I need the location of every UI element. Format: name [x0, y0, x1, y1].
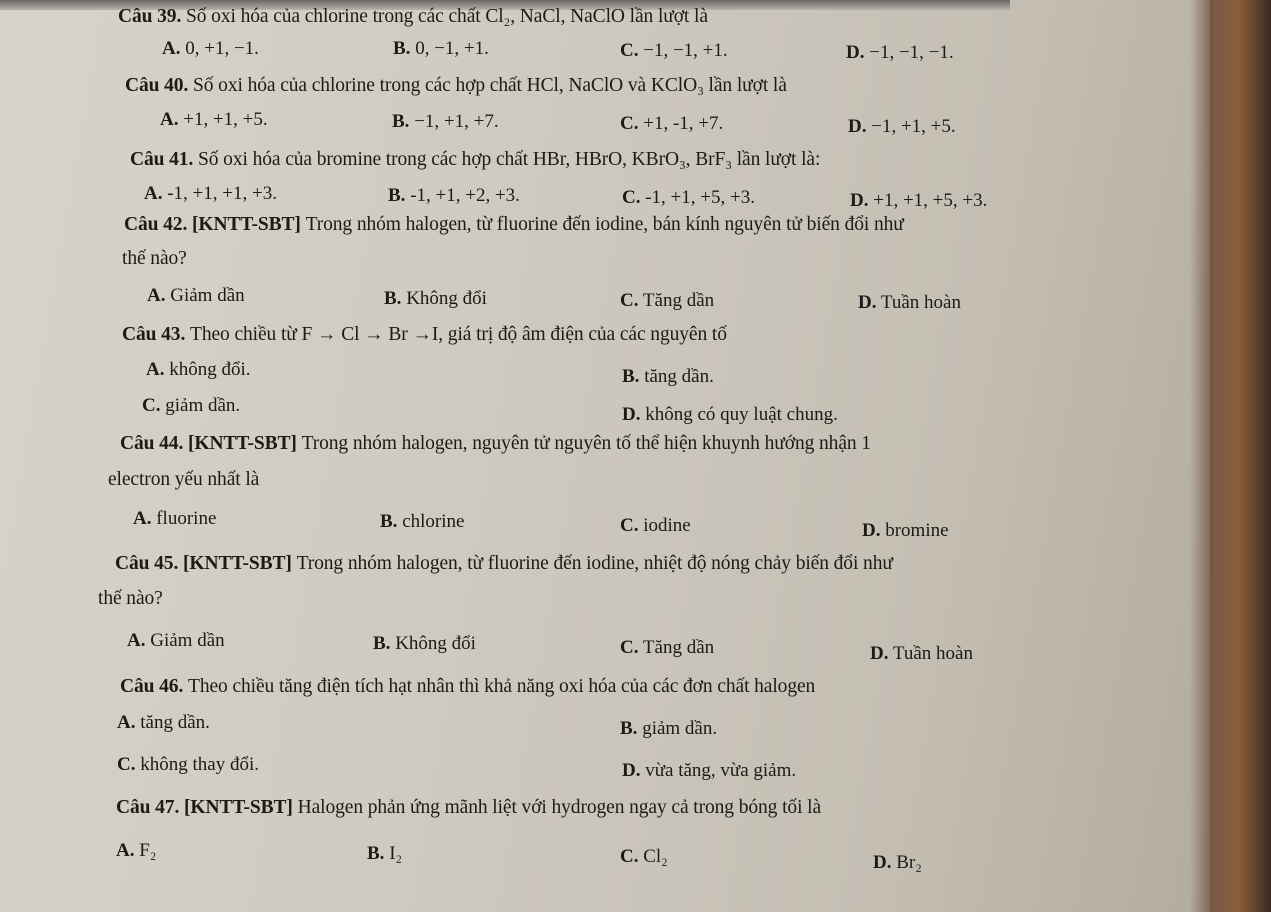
question-text: Theo chiều tăng điện tích hạt nhân thì khả năng oxi hóa của các đơn chất halogen — [188, 676, 816, 697]
option-b[interactable]: B. I₂ — [367, 843, 403, 864]
option-b[interactable]: B. chlorine — [380, 511, 465, 532]
page-edge-background — [1190, 0, 1271, 912]
question-text: Trong nhóm halogen, nguyên tử nguyên tố thể hiện khuynh hướng nhận 1 — [301, 433, 871, 454]
option-a[interactable]: A. Giảm dần — [147, 285, 245, 306]
question-text: Số oxi hóa của chlorine trong các hợp chất HCl, NaClO và KClO₃ lần lượt là — [193, 75, 787, 96]
option-d[interactable]: D. −1, +1, +5. — [848, 116, 956, 137]
question-39 — [118, 6, 708, 28]
question-text: Halogen phản ứng mãnh liệt với hydrogen ngay cả trong bóng tối là — [297, 797, 822, 818]
question-41 — [130, 149, 820, 171]
option-c[interactable]: C. giảm dần. — [142, 395, 241, 416]
option-b[interactable]: B. tăng dần. — [622, 366, 714, 387]
option-c[interactable]: C. -1, +1, +5, +3. — [622, 187, 755, 208]
option-d[interactable]: D. không có quy luật chung. — [622, 404, 838, 425]
question-43 — [122, 324, 727, 346]
question-44-line2 — [108, 469, 259, 491]
question-text: Số oxi hóa của chlorine trong các chất Cl₂, NaCl, NaClO lần lượt là — [186, 6, 708, 27]
option-a[interactable]: A. 0, +1, −1. — [162, 38, 259, 59]
option-d[interactable]: D. Tuần hoàn — [870, 643, 973, 664]
option-c[interactable]: C. Tăng dần — [620, 290, 715, 311]
option-b[interactable]: B. 0, −1, +1. — [393, 38, 489, 59]
option-c[interactable]: C. iodine — [620, 515, 691, 536]
question-40 — [125, 75, 787, 97]
question-label: Câu 47. [KNTT-SBT] — [116, 797, 293, 818]
question-label: Câu 41. — [130, 149, 194, 170]
option-c[interactable]: C. −1, −1, +1. — [620, 40, 728, 61]
option-d[interactable]: D. Tuần hoàn — [858, 292, 961, 313]
option-a[interactable]: A. F₂ — [116, 840, 157, 861]
question-label: Câu 46. — [120, 676, 184, 697]
option-c[interactable]: C. không thay đổi. — [117, 754, 259, 775]
question-label: Câu 39. — [118, 6, 182, 27]
question-label: Câu 43. — [122, 324, 186, 345]
question-text: Trong nhóm halogen, từ fluorine đến iodine, nhiệt độ nóng chảy biến đổi như — [296, 553, 893, 574]
question-46 — [120, 676, 815, 698]
question-text: Số oxi hóa của bromine trong các hợp chất HBr, HBrO, KBrO₃, BrF₃ lần lượt là: — [198, 149, 821, 170]
option-c[interactable]: C. Tăng dần — [620, 637, 715, 658]
question-text: Theo chiều từ F → Cl → Br →I, giá trị độ âm điện của các nguyên tố — [190, 324, 727, 345]
option-d[interactable]: D. bromine — [862, 520, 949, 541]
question-44 — [120, 433, 871, 455]
option-b[interactable]: B. -1, +1, +2, +3. — [388, 185, 520, 206]
option-a[interactable]: A. -1, +1, +1, +3. — [144, 183, 277, 204]
question-label: Câu 44. [KNTT-SBT] — [120, 433, 297, 454]
question-text-continued: thế nào? — [122, 248, 187, 269]
option-d[interactable]: D. −1, −1, −1. — [846, 42, 954, 63]
option-a[interactable]: A. +1, +1, +5. — [160, 109, 268, 130]
question-42-line2 — [122, 248, 187, 270]
option-a[interactable]: A. fluorine — [133, 508, 217, 529]
option-d[interactable]: D. Br₂ — [873, 852, 922, 873]
option-a[interactable]: A. không đổi. — [146, 359, 251, 380]
option-c[interactable]: C. Cl₂ — [620, 846, 668, 867]
question-text: Trong nhóm halogen, từ fluorine đến iodine, bán kính nguyên tử biến đổi như — [305, 214, 904, 235]
question-text-continued: electron yếu nhất là — [108, 469, 260, 490]
option-d[interactable]: D. vừa tăng, vừa giảm. — [622, 760, 797, 781]
option-d[interactable]: D. +1, +1, +5, +3. — [850, 190, 988, 211]
option-a[interactable]: A. tăng dần. — [117, 712, 210, 733]
question-47 — [116, 797, 821, 819]
question-45 — [115, 553, 893, 575]
question-label: Câu 40. — [125, 75, 189, 96]
option-c[interactable]: C. +1, -1, +7. — [620, 113, 724, 134]
option-b[interactable]: B. giảm dần. — [620, 718, 718, 739]
question-45-line2 — [98, 588, 163, 610]
option-b[interactable]: B. Không đổi — [373, 633, 476, 654]
option-b[interactable]: B. −1, +1, +7. — [392, 111, 499, 132]
question-42 — [124, 214, 904, 236]
question-label: Câu 45. [KNTT-SBT] — [115, 553, 292, 574]
question-label: Câu 42. [KNTT-SBT] — [124, 214, 301, 235]
option-a[interactable]: A. Giảm dần — [127, 630, 225, 651]
question-text-continued: thế nào? — [98, 588, 163, 609]
option-b[interactable]: B. Không đổi — [384, 288, 487, 309]
